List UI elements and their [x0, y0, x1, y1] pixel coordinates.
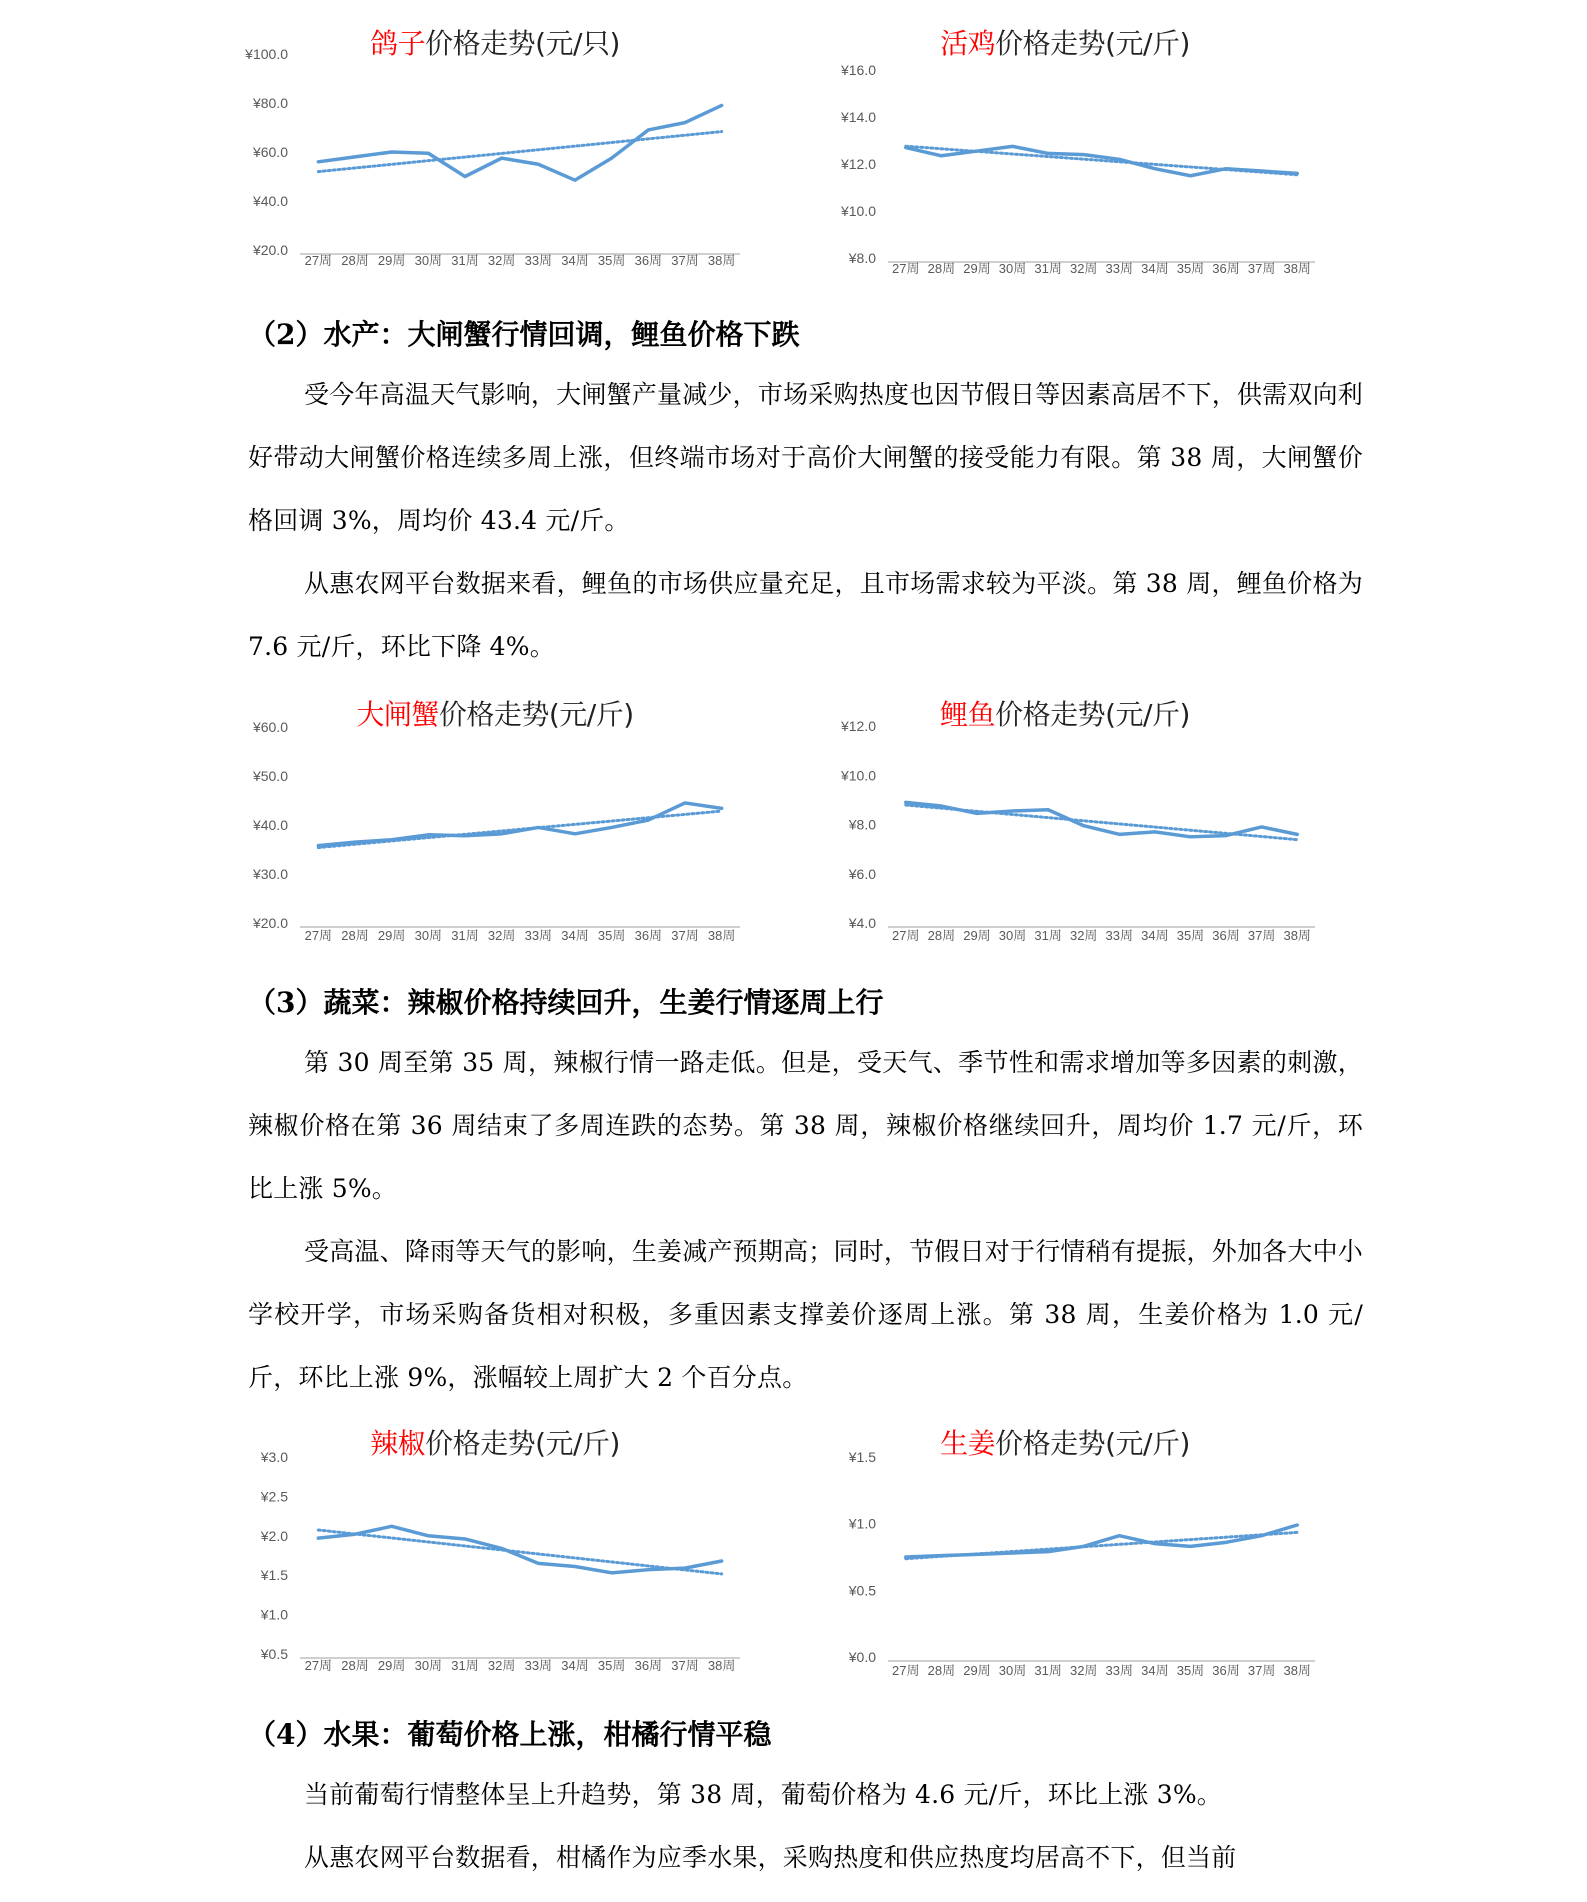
chart-title-rest: 价格走势(元/斤)	[995, 1427, 1190, 1460]
chart-title	[235, 693, 755, 733]
pigeon-price-chart	[235, 22, 755, 297]
x-tick-label: 33周	[1105, 1663, 1134, 1678]
y-tick-label: ¥1.0	[848, 1515, 876, 1532]
x-tick-label: 34周	[1141, 928, 1169, 943]
x-tick-label: 34周	[561, 928, 589, 943]
x-tick-label: 27周	[304, 1658, 333, 1673]
x-tick-label: 38周	[707, 928, 736, 943]
x-tick-label: 36周	[634, 928, 663, 943]
live-chicken-price-plot	[800, 22, 1330, 297]
x-tick-label: 37周	[671, 928, 699, 943]
trendline	[906, 1532, 1297, 1558]
x-tick-label: 28周	[341, 928, 369, 943]
x-tick-label: 32周	[487, 253, 516, 268]
carp-price-chart	[800, 693, 1330, 963]
x-tick-label: 28周	[341, 253, 369, 268]
x-tick-label: 31周	[451, 1658, 479, 1673]
x-tick-label: 36周	[1212, 1663, 1240, 1678]
chart-title	[235, 1422, 755, 1462]
section-heading-aquatic: （2）水产：大闸蟹行情回调，鲤鱼价格下跌	[248, 318, 800, 351]
x-tick-label: 27周	[892, 928, 920, 943]
y-tick-label: ¥2.0	[260, 1527, 288, 1544]
paragraph-chili: 第 30 周至第 35 周，辣椒行情一路走低。但是，受天气、季节性和需求增加等多因素的刺激，辣椒价格在第 36 周结束了多周连跌的态势。第 38 周，辣椒价格继续回升，周均价 1.7 元/斤，环比上涨 5%。	[248, 1048, 1363, 1203]
chart-title	[800, 693, 1330, 733]
x-tick-label: 30周	[414, 1658, 443, 1673]
carp-price-plot	[800, 693, 1330, 963]
x-tick-label: 37周	[1247, 1663, 1276, 1678]
trendline	[906, 805, 1297, 840]
chart-title-highlight: 鲤鱼	[940, 698, 996, 731]
x-tick-label: 30周	[414, 253, 443, 268]
x-tick-label: 31周	[1034, 928, 1062, 943]
chart-title	[800, 1422, 1330, 1462]
pigeon-price-plot	[235, 22, 755, 297]
section-heading-fruit: （4）水果：葡萄价格上涨，柑橘行情平稳	[248, 1718, 772, 1751]
x-tick-label: 28周	[927, 1663, 956, 1678]
x-tick-label: 27周	[892, 1663, 920, 1678]
x-tick-label: 29周	[963, 1663, 991, 1678]
x-tick-label: 38周	[1283, 928, 1311, 943]
x-tick-label: 35周	[597, 1658, 626, 1673]
x-tick-label: 35周	[597, 253, 626, 268]
y-tick-label: ¥12.0	[840, 156, 876, 172]
chart-title-highlight: 活鸡	[940, 27, 996, 60]
y-tick-label: ¥2.5	[260, 1488, 288, 1505]
x-tick-label: 31周	[451, 928, 479, 943]
y-tick-label: ¥0.5	[848, 1582, 876, 1599]
y-tick-label: ¥20.0	[252, 242, 288, 258]
y-tick-label: ¥10.0	[840, 767, 876, 784]
y-tick-label: ¥100.0	[245, 46, 288, 62]
x-tick-label: 32周	[487, 928, 516, 943]
x-tick-label: 32周	[1069, 1663, 1098, 1678]
paragraph-ginger: 受高温、降雨等天气的影响，生姜减产预期高；同时，节假日对于行情稍有提振，外加各大中小学校开学，市场采购备货相对积极，多重因素支撑姜价逐周上涨。第 38 周，生姜价格为 1.0 元/斤，环比上涨 9%，涨幅较上周扩大 2 个百分点。	[248, 1237, 1363, 1392]
x-tick-label: 29周	[377, 253, 406, 268]
y-tick-label: ¥1.5	[848, 1449, 876, 1465]
x-tick-label: 38周	[707, 253, 736, 268]
chart-title-rest: 价格走势(元/斤)	[425, 1427, 620, 1460]
x-tick-label: 36周	[634, 1658, 663, 1673]
x-tick-label: 37周	[671, 1658, 699, 1673]
y-tick-label: ¥40.0	[252, 193, 288, 209]
ginger-price-plot	[800, 1422, 1330, 1697]
chili-price-chart	[235, 1422, 755, 1697]
y-tick-label: ¥4.0	[848, 915, 876, 931]
x-tick-label: 27周	[304, 253, 333, 268]
chart-title-highlight: 辣椒	[370, 1427, 426, 1460]
trendline	[906, 146, 1297, 175]
x-tick-label: 32周	[1069, 928, 1098, 943]
y-tick-label: ¥3.0	[260, 1449, 288, 1465]
x-tick-label: 30周	[998, 1663, 1027, 1678]
y-tick-label: ¥30.0	[252, 866, 288, 882]
x-tick-label: 29周	[963, 261, 991, 276]
x-tick-label: 38周	[1283, 1663, 1311, 1678]
x-tick-label: 33周	[524, 253, 553, 268]
x-tick-label: 35周	[1176, 928, 1205, 943]
x-tick-label: 27周	[304, 928, 333, 943]
x-tick-label: 34周	[561, 253, 589, 268]
y-tick-label: ¥50.0	[252, 768, 288, 784]
x-tick-label: 34周	[561, 1658, 589, 1673]
x-tick-label: 30周	[998, 261, 1027, 276]
x-tick-label: 37周	[1247, 261, 1276, 276]
x-tick-label: 28周	[927, 928, 956, 943]
trendline	[318, 811, 721, 847]
x-tick-label: 28周	[341, 1658, 369, 1673]
hairy-crab-price-chart	[235, 693, 755, 963]
y-tick-label: ¥16.0	[840, 62, 876, 78]
x-tick-label: 31周	[1034, 1663, 1062, 1678]
trendline	[318, 1530, 721, 1574]
x-tick-label: 29周	[377, 1658, 406, 1673]
chart-title-rest: 价格走势(元/斤)	[995, 27, 1190, 60]
x-tick-label: 32周	[487, 1658, 516, 1673]
chart-title-rest: 价格走势(元/只)	[425, 27, 620, 60]
series-line	[906, 1525, 1297, 1557]
x-tick-label: 33周	[524, 928, 553, 943]
x-tick-label: 29周	[377, 928, 406, 943]
paragraph-carp: 从惠农网平台数据来看，鲤鱼的市场供应量充足，且市场需求较为平淡。第 38 周，鲤鱼价格为 7.6 元/斤，环比下降 4%。	[248, 569, 1363, 661]
paragraph-crab: 受今年高温天气影响，大闸蟹产量减少，市场采购热度也因节假日等因素高居不下，供需双向利好带动大闸蟹价格连续多周上涨，但终端市场对于高价大闸蟹的接受能力有限。第 38 周，大闸蟹价格回调 3%，周均价 43.4 元/斤。	[248, 380, 1363, 535]
x-tick-label: 35周	[1176, 1663, 1205, 1678]
y-tick-label: ¥8.0	[848, 816, 876, 833]
y-tick-label: ¥8.0	[848, 250, 876, 266]
x-tick-label: 36周	[1212, 928, 1240, 943]
x-tick-label: 27周	[892, 261, 920, 276]
x-tick-label: 31周	[451, 253, 479, 268]
paragraph-grape: 当前葡萄行情整体呈上升趋势，第 38 周，葡萄价格为 4.6 元/斤，环比上涨 3%。	[304, 1780, 1222, 1809]
paragraph-citrus: 从惠农网平台数据看，柑橘作为应季水果，采购热度和供应热度均居高不下，但当前	[304, 1843, 1237, 1872]
y-tick-label: ¥10.0	[840, 203, 876, 219]
chart-title-rest: 价格走势(元/斤)	[438, 698, 634, 731]
chart-title-highlight: 鸽子	[370, 27, 426, 60]
y-tick-label: ¥0.5	[260, 1646, 288, 1662]
section-heading-vegetables: （3）蔬菜：辣椒价格持续回升，生姜行情逐周上行	[248, 986, 884, 1019]
series-line	[318, 803, 721, 846]
series-line	[906, 802, 1297, 836]
live-chicken-price-chart	[800, 22, 1330, 297]
x-tick-label: 35周	[597, 928, 626, 943]
x-tick-label: 35周	[1176, 261, 1205, 276]
x-tick-label: 37周	[1247, 928, 1276, 943]
x-tick-label: 33周	[1105, 261, 1134, 276]
x-tick-label: 34周	[1141, 1663, 1169, 1678]
y-tick-label: ¥6.0	[848, 865, 876, 882]
x-tick-label: 30周	[998, 928, 1027, 943]
chart-title-highlight: 大闸蟹	[356, 698, 439, 731]
y-tick-label: ¥12.0	[840, 718, 876, 734]
x-tick-label: 33周	[1105, 928, 1134, 943]
x-tick-label: 38周	[707, 1658, 736, 1673]
chili-price-plot	[235, 1422, 755, 1697]
x-tick-label: 31周	[1034, 261, 1062, 276]
y-tick-label: ¥20.0	[252, 915, 288, 931]
x-tick-label: 33周	[524, 1658, 553, 1673]
y-tick-label: ¥14.0	[840, 109, 876, 125]
x-tick-label: 38周	[1283, 261, 1311, 276]
y-tick-label: ¥80.0	[252, 95, 288, 111]
hairy-crab-price-plot	[235, 693, 755, 963]
x-tick-label: 36周	[1212, 261, 1240, 276]
y-tick-label: ¥1.5	[260, 1567, 288, 1584]
ginger-price-chart	[800, 1422, 1330, 1697]
x-tick-label: 28周	[927, 261, 956, 276]
series-line	[318, 105, 721, 180]
trendline	[318, 132, 721, 172]
y-tick-label: ¥40.0	[252, 817, 288, 833]
y-tick-label: ¥60.0	[252, 144, 288, 160]
x-tick-label: 34周	[1141, 261, 1169, 276]
y-tick-label: ¥0.0	[848, 1649, 876, 1665]
chart-title	[235, 22, 755, 62]
x-tick-label: 29周	[963, 928, 991, 943]
x-tick-label: 32周	[1069, 261, 1098, 276]
chart-title-rest: 价格走势(元/斤)	[995, 698, 1190, 731]
chart-title	[800, 22, 1330, 62]
x-tick-label: 36周	[634, 253, 663, 268]
y-tick-label: ¥1.0	[260, 1606, 288, 1623]
chart-title-highlight: 生姜	[940, 1427, 996, 1460]
x-tick-label: 37周	[671, 253, 699, 268]
y-tick-label: ¥60.0	[252, 719, 288, 735]
x-tick-label: 30周	[414, 928, 443, 943]
